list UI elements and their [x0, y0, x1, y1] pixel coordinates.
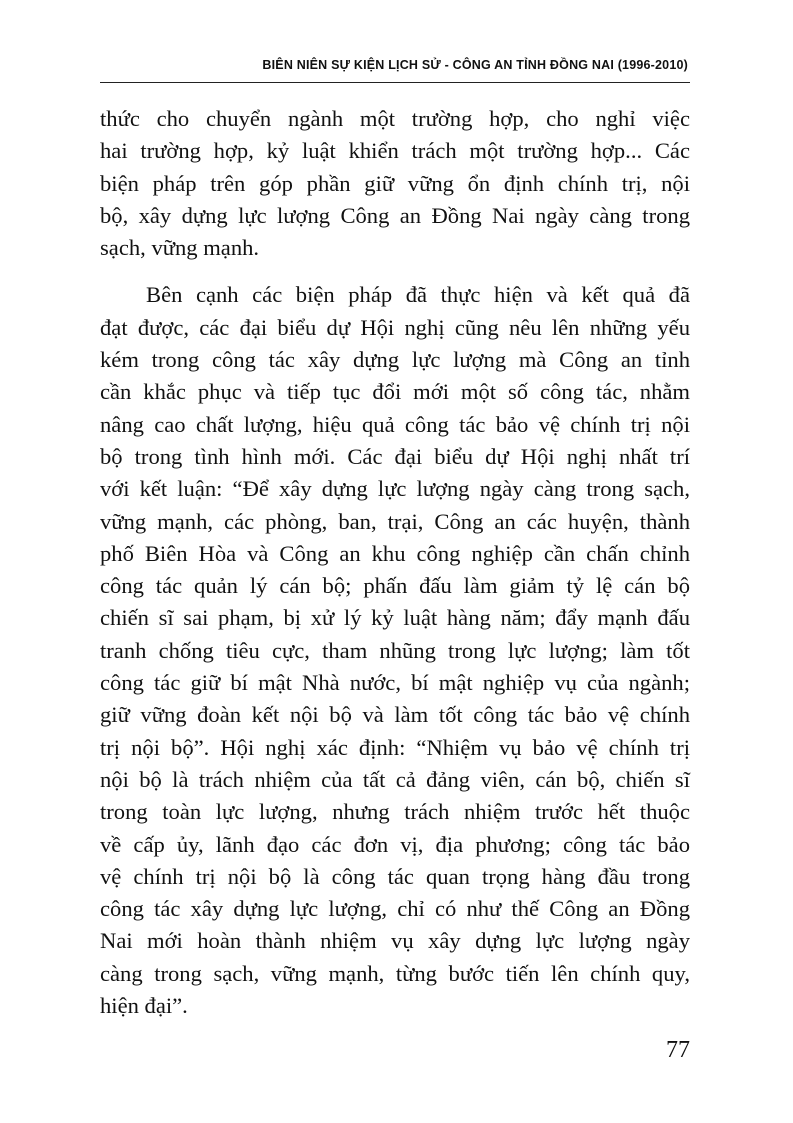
text-line: tranh chống tiêu cực, tham nhũng trong lực lượng; làm tốt — [100, 637, 690, 663]
text-line: trị nội bộ”. Hội nghị xác định: “Nhiệm vụ bảo vệ chính trị — [100, 734, 690, 760]
paragraph-spacer — [100, 264, 690, 279]
text-line: giữ vững đoàn kết nội bộ và làm tốt công tác bảo vệ chính — [100, 702, 690, 728]
text-line: nâng cao chất lượng, hiệu quả công tác bảo vệ chính trị nội — [100, 411, 690, 437]
text-line: kém trong công tác xây dựng lực lượng mà Công an tỉnh — [100, 347, 690, 373]
text-line: về cấp ủy, lãnh đạo các đơn vị, địa phương; công tác bảo — [100, 831, 690, 857]
text-line: Bên cạnh các biện pháp đã thực hiện và kết quả đã — [146, 282, 690, 308]
text-line: đạt được, các đại biểu dự Hội nghị cũng nêu lên những yếu — [100, 314, 690, 340]
text-line: phố Biên Hòa và Công an khu công nghiệp cần chấn chỉnh — [100, 540, 690, 566]
text-line: công tác giữ bí mật Nhà nước, bí mật nghiệp vụ của ngành; — [100, 670, 690, 696]
text-line: bộ trong tình hình mới. Các đại biểu dự Hội nghị nhất trí — [100, 443, 690, 469]
text-line: hiện đại”. — [100, 993, 188, 1019]
text-line: nội bộ là trách nhiệm của tất cả đảng viên, cán bộ, chiến sĩ — [100, 766, 690, 792]
text-line: Nai mới hoàn thành nhiệm vụ xây dựng lực lượng ngày — [100, 928, 690, 954]
text-line: với kết luận: “Để xây dựng lực lượng ngày càng trong sạch, — [100, 476, 690, 502]
running-header — [100, 52, 690, 83]
text-line: sạch, vững mạnh. — [100, 235, 260, 261]
text-line: vững mạnh, các phòng, ban, trại, Công an các huyện, thành — [100, 508, 690, 534]
text-line: vệ chính trị nội bộ là công tác quan trọng hàng đầu trong — [100, 863, 690, 889]
text-line: biện pháp trên góp phần giữ vững ổn định chính trị, nội — [100, 170, 690, 196]
text-line: thức cho chuyển ngành một trường hợp, cho nghỉ việc — [100, 106, 690, 131]
text-line: cần khắc phục và tiếp tục đổi mới một số công tác, nhằm — [100, 379, 690, 405]
text-line: chiến sĩ sai phạm, bị xử lý kỷ luật hàng năm; đẩy mạnh đấu — [100, 605, 690, 631]
text-line: công tác quản lý cán bộ; phấn đấu làm giảm tỷ lệ cán bộ — [100, 573, 690, 599]
page-number: 77 — [666, 1037, 690, 1063]
text-line: trong toàn lực lượng, nhưng trách nhiệm trước hết thuộc — [100, 799, 690, 825]
text-line: bộ, xây dựng lực lượng Công an Đồng Nai ngày càng trong — [100, 202, 690, 228]
text-line: công tác xây dựng lực lượng, chỉ có như thế Công an Đồng — [100, 896, 690, 922]
body-text — [100, 103, 690, 1022]
text-line: càng trong sạch, vững mạnh, từng bước tiến lên chính quy, — [100, 960, 690, 986]
text-line: hai trường hợp, kỷ luật khiển trách một trường hợp... Các — [100, 138, 690, 164]
running-header-title: BIÊN NIÊN SỰ KIỆN LỊCH SỬ - CÔNG AN TỈNH ĐỒNG NAI (1996-2010) — [262, 58, 688, 72]
paragraph-1 — [100, 103, 690, 264]
paragraph-2 — [100, 279, 690, 1022]
